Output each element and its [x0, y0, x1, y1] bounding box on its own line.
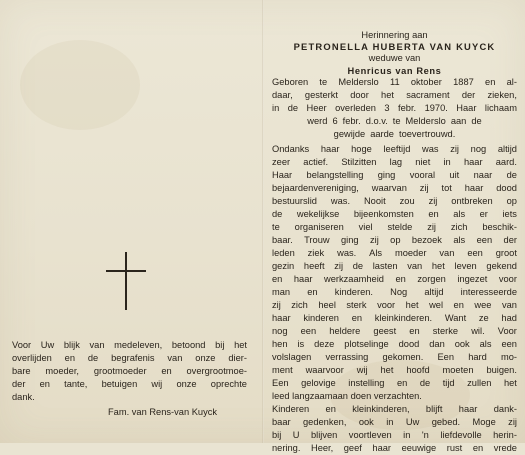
- text-line: volslagen verrassing gekomen. Een hard mo-: [272, 352, 517, 362]
- family-signature: Fam. van Rens-van Kuyck: [108, 407, 218, 417]
- text-line: overlijden en de begrafenis van onze dier-: [12, 353, 247, 363]
- bio-paragraph: [272, 76, 517, 141]
- text-line: leed langzaamaan doen verzachten.: [272, 391, 422, 401]
- text-line: hen is deze plotselinge dood dan ook als een: [272, 339, 517, 349]
- text-line: gezin heeft zij de lasten van het leven gekend: [272, 261, 517, 271]
- text-line: baar. Trouw ging zij op bezoek als een der: [272, 235, 517, 245]
- thanks-text: [12, 339, 247, 404]
- tribute-paragraph: [272, 143, 517, 455]
- husband-name: Henricus van Rens: [347, 66, 442, 76]
- text-line: leden ziek was. Als moeder van een groot: [272, 248, 517, 258]
- card-fold: [262, 0, 264, 443]
- paper-stain: [20, 40, 140, 130]
- text-line: werd 6 febr. d.o.v. te Melderslo aan de: [307, 116, 482, 126]
- text-line: bij U blijven voortleven in 'n liefdevolle herin-: [272, 430, 517, 440]
- text-line: haar kinderen en kleinkinderen. Want ze had: [272, 313, 517, 323]
- text-line: daar, gesterkt door het sacrament der zieken,: [272, 90, 517, 100]
- text-line: in de Heer overleden 3 febr. 1970. Haar lichaam: [272, 103, 517, 113]
- text-line: Een gelovige instelling en de tijd zullen het: [272, 378, 517, 388]
- text-line: de wekelijkse bijeenkomsten en als er iets: [272, 209, 517, 219]
- cross-icon: [106, 252, 146, 310]
- text-line: der en tante, betuigen wij onze oprechte: [12, 379, 247, 389]
- text-line: bejaardenvereniging, waarvan zij tot haar dood: [272, 183, 517, 193]
- text-line: ment waarvoor wij het hoofd moeten buigen.: [272, 365, 517, 375]
- text-line: zij zich heel sterk voor het wel en wee van: [272, 300, 517, 310]
- text-line: zeer actief. Stilzitten lag niet in haar aard.: [272, 157, 517, 167]
- text-line: Kinderen en kleinkinderen, blijft haar dank-: [272, 404, 517, 414]
- text-line: gewijde aarde toevertrouwd.: [333, 129, 456, 139]
- text-line: Ondanks haar hoge leeftijd was zij nog altijd: [272, 144, 517, 154]
- widow-of-label: weduwe van: [368, 53, 421, 63]
- text-line: Geboren te Melderslo 11 oktober 1887 en al-: [272, 77, 517, 87]
- text-line: baar gedenken, ook in Uw gebed. Moge zij: [272, 417, 517, 427]
- text-line: man en kinderen. Nog altijd interesseerde: [272, 287, 517, 297]
- text-line: bestuurslid was. Nooit zou zij ontbreken op: [272, 196, 517, 206]
- text-line: nog een heldere geest en sterke wil. Voor: [272, 326, 517, 336]
- deceased-name: PETRONELLA HUBERTA VAN KUYCK: [293, 41, 496, 52]
- text-line: bare moeder, grootmoeder en overgrootmoe-: [12, 366, 247, 376]
- text-line: Voor Uw blijk van medeleven, betoond bij het: [12, 340, 247, 350]
- text-line: Haar belangstelling ging vooral uit naar de: [272, 170, 517, 180]
- text-line: dank.: [12, 392, 35, 402]
- text-line: nering. Heer, geef haar eeuwige rust en vrede: [272, 443, 517, 453]
- remembrance-heading: Herinnering aan: [361, 30, 428, 40]
- text-line: te organiseren viel stelde zij zich beschik-: [272, 222, 517, 232]
- text-line: en haar werkzaamheid en zorgen ingezet voor: [272, 274, 517, 284]
